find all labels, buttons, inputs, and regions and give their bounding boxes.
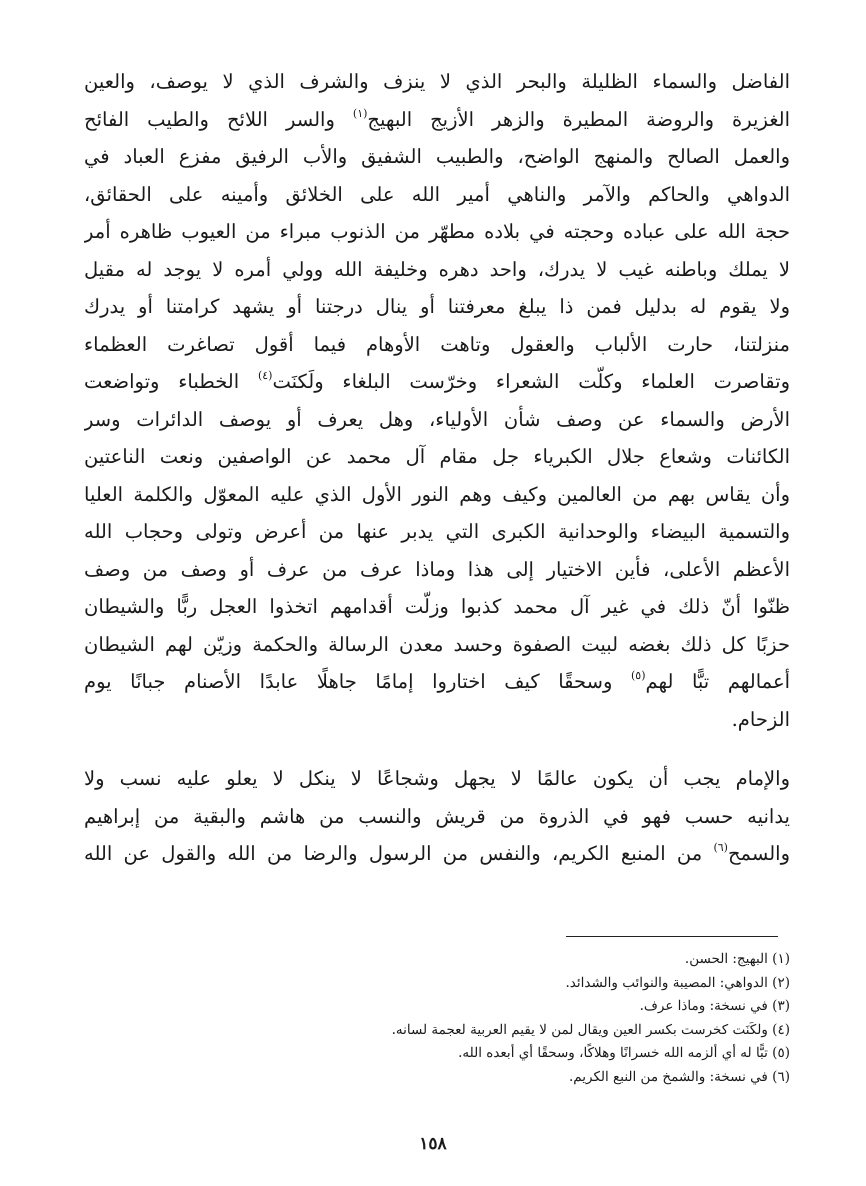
footnote-marker: (١) (352, 106, 368, 120)
text-line (84, 401, 790, 439)
line-text: الأعظم الأعلى، فأين الاختيار إلى هذا وماذا عرف من عرف أو وصف من وصف (84, 557, 790, 581)
text-line (84, 101, 790, 139)
line-text: الكائنات وشعاع جلال الكبرياء جل مقام آل محمد عن الواصفين ونعت الناعتين (84, 445, 790, 468)
line-text: الفاضل والسماء الظليلة والبحر الذي لا ينزف والشرف الذي لا يوصف، والعين (84, 70, 790, 93)
line-text: حجة الله على عباده وحجته في بلاده مطهّر من الذنوب مبراء من العيوب ظاهره أمر (84, 220, 790, 243)
paragraph-2 (84, 760, 790, 873)
line-text: منزلتنا، حارت الألباب والعقول وتاهت الأوهام فيما أقول تصاغرت العظماء (84, 332, 790, 356)
line-text: ولا يقوم له بدليل فمن ذا يبلغ معرفتنا أو ينال درجتنا أو يشهد كرامتنا أو يدرك (84, 295, 790, 318)
line-text: الغزيرة والروضة المطيرة والزهر الأزيج البهيج (367, 107, 790, 131)
text-line (84, 63, 790, 101)
footnote-4: (٤) ولكَنَت كخرست بكسر العين ويقال لمن لا يقيم العربية لعجمة لسانه. (391, 1021, 790, 1038)
line-text: وتقاصرت العلماء وكلّت الشعراء وخرّست البلغاء ولَكنَت (272, 370, 790, 393)
text-line (84, 663, 790, 701)
line-text-continued: من المنبع الكريم، والنفس من الرسول والرضا من الله والقول عن الله (84, 842, 714, 865)
footnote-5: (٥) تبًّا له أي ألزمه الله خسرانًا وهلاكًا، وسحقًا أي أبعده الله. (458, 1045, 790, 1061)
line-text-continued: الخطباء وتواضعت (84, 370, 258, 393)
text-line (84, 438, 790, 476)
footnote-3: (٣) في نسخة: وماذا عرف. (639, 998, 790, 1014)
text-line (84, 363, 790, 401)
text-line (84, 798, 790, 836)
footnote-separator (566, 936, 778, 937)
footnotes (84, 948, 790, 1089)
line-text: ظنّوا أنّ ذلك في غير آل محمد كذبوا وزلّت أقدامهم اتخذوا العجل ربًّا والشيطان (84, 595, 790, 618)
footnote-marker: (٤) (257, 369, 273, 382)
line-text: الأرض والسماء عن وصف شأن الأولياء، وهل يعرف أو يوصف الدائرات وسر (84, 407, 790, 431)
line-text: أعمالهم تبًّا لهم (645, 670, 790, 693)
text-line (84, 251, 790, 289)
footnote-marker: (٦) (713, 841, 728, 854)
page-number: ١٥٨ (419, 1134, 447, 1154)
line-text: والتسمية البيضاء والوحدانية الكبرى التي يدبر عنها من أعرض وتولى وحجاب الله (84, 520, 790, 543)
text-line (84, 213, 790, 251)
line-text: وأن يقاس بهم من العالمين وكيف وهم النور الأول الذي عليه المعوّل والكلمة العليا (84, 482, 790, 506)
line-text: حزبًا كل ذلك بغضه لبيت الصفوة وحسد معدن الرسالة والحكمة وزيّن لهم الشيطان (84, 632, 790, 656)
text-line (84, 588, 790, 626)
text-line (84, 760, 790, 798)
text-line (84, 326, 790, 364)
line-text: والسمح (727, 842, 790, 865)
text-line (84, 288, 790, 326)
main-text (84, 63, 790, 873)
footnote-2: (٢) الدواهي: المصيبة والنوائب والشدائد. (565, 974, 790, 991)
text-line (84, 701, 790, 739)
text-line (84, 513, 790, 551)
line-text: والإمام يجب أن يكون عالمًا لا يجهل وشجاعًا لا ينكل لا يعلو عليه نسب ولا (84, 767, 790, 790)
footnote-marker: (٥) (630, 669, 646, 682)
line-text: الدواهي والحاكم والآمر والناهي أمير الله على الخلائق وأمينه على الحقائق، (84, 182, 790, 206)
footnote-1: (١) البهيج: الحسن. (684, 951, 790, 967)
paragraph-1 (84, 63, 790, 738)
line-text: والعمل الصالح والمنهج الواضح، والطبيب الشفيق والأب الرفيق مفزع العباد في (84, 145, 790, 168)
text-line (84, 835, 790, 873)
footnote-6: (٦) في نسخة: والشمخ من النبع الكريم. (568, 1068, 790, 1085)
text-line (84, 626, 790, 664)
line-text-continued: والسر اللائح والطيب الفائح (84, 107, 353, 131)
line-text-continued: وسحقًا كيف اختاروا إمامًا جاهلًا عابدًا الأصنام جبانًا يوم (84, 670, 631, 693)
line-text: الزحام. (731, 707, 790, 731)
line-text: يدانيه حسب فهو في الذروة من قريش والنسب من هاشم والبقية من إبراهيم (84, 804, 790, 828)
text-line (84, 138, 790, 176)
paragraph-gap (84, 738, 790, 760)
line-text: لا يملك وباطنه غيب لا يدرك، واحد دهره وخليفة الله وولي أمره لا يوجد له مقيل (84, 257, 790, 281)
text-line (84, 176, 790, 214)
text-line (84, 476, 790, 514)
text-line (84, 551, 790, 589)
